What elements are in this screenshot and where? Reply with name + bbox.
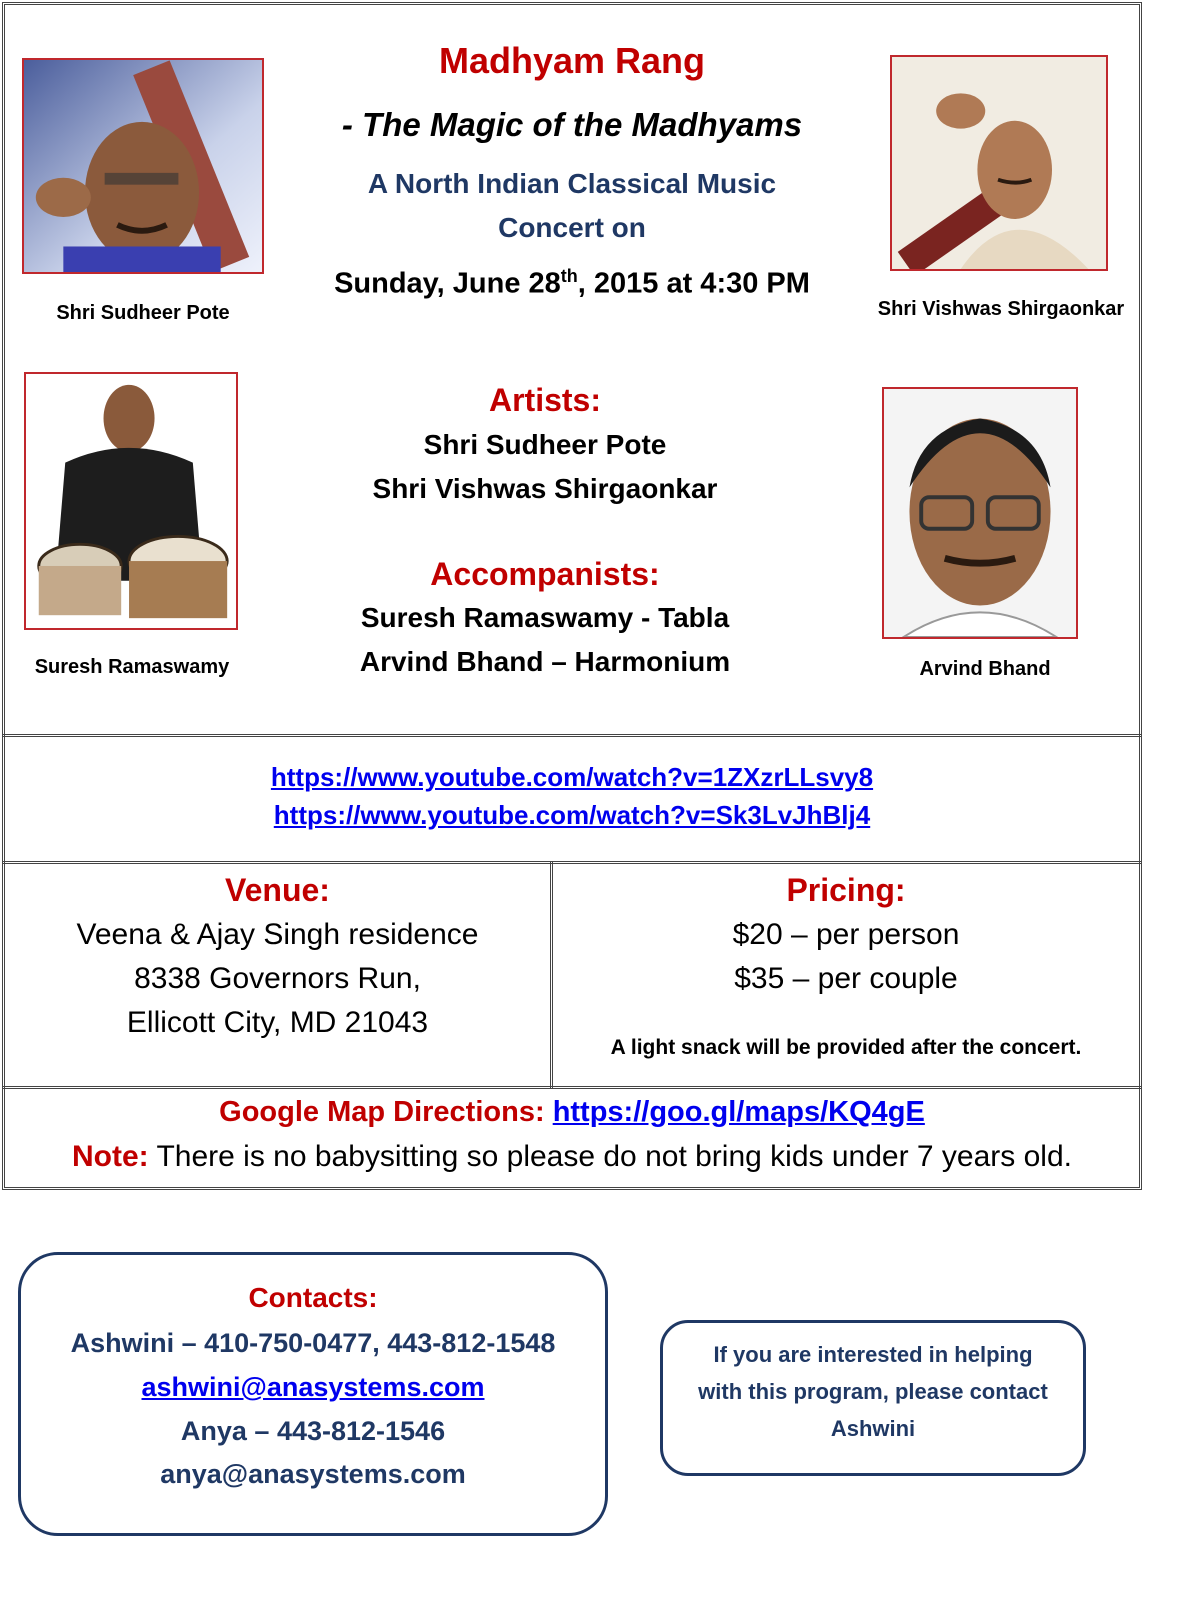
divider-venue	[2, 861, 1142, 864]
accompanist-1: Suresh Ramaswamy - Tabla	[360, 602, 730, 633]
page-title: Madhyam Rang	[438, 40, 706, 81]
pricing-heading: Pricing:	[786, 872, 906, 908]
venue-line-1: Veena & Ajay Singh residence	[76, 918, 479, 951]
note-label: Note:	[72, 1140, 149, 1173]
price-person: $20 – per person	[732, 918, 960, 951]
directions-row	[5, 1096, 1139, 1129]
concert-line-1: A North Indian Classical Music	[367, 168, 777, 199]
directions-label: Google Map Directions:	[219, 1096, 545, 1128]
accompanist-2: Arvind Bhand – Harmonium	[359, 646, 731, 677]
contact-anya-email: anya@anasystems.com	[160, 1459, 466, 1489]
note-text: There is no babysitting so please do not bring kids under 7 years old.	[156, 1140, 1072, 1173]
divider-directions	[2, 1086, 1142, 1089]
venue-line-2: 8338 Governors Run,	[134, 962, 421, 995]
photo-suresh-ramaswamy	[24, 372, 238, 630]
caption-arvind-bhand: Arvind Bhand	[919, 658, 1051, 680]
snack-note: A light snack will be provided after the concert.	[610, 1036, 1082, 1059]
date-prefix: Sunday, June 28	[334, 267, 561, 300]
youtube-link-1[interactable]: https://www.youtube.com/watch?v=1ZXzrLLsvy8	[270, 762, 874, 792]
page-subtitle: - The Magic of the Madhyams	[341, 106, 803, 143]
artists-heading: Artists:	[488, 382, 601, 418]
note-row	[5, 1140, 1139, 1174]
youtube-link-2[interactable]: https://www.youtube.com/watch?v=Sk3LvJhBlj4	[273, 800, 871, 830]
venue-line-3: Ellicott City, MD 21043	[126, 1006, 429, 1039]
date-suffix: , 2015 at 4:30 PM	[577, 267, 810, 300]
help-line-3: Ashwini	[830, 1416, 916, 1441]
caption-vishwas-shirgaonkar: Shri Vishwas Shirgaonkar	[877, 298, 1125, 320]
help-line-2: with this program, please contact	[698, 1379, 1048, 1404]
concert-date	[280, 266, 864, 301]
caption-suresh-ramaswamy: Suresh Ramaswamy	[34, 656, 230, 678]
price-couple: $35 – per couple	[734, 962, 958, 995]
photo-arvind-bhand	[882, 387, 1078, 639]
artist-1: Shri Sudheer Pote	[423, 429, 667, 460]
date-sup: th	[560, 266, 578, 286]
artist-2: Shri Vishwas Shirgaonkar	[372, 473, 718, 504]
photo-sudheer-pote	[22, 58, 264, 274]
venue-heading: Venue:	[225, 872, 330, 908]
map-link[interactable]: https://goo.gl/maps/KQ4gE	[552, 1096, 925, 1128]
concert-line-2: Concert on	[498, 212, 646, 243]
contact-anya-phone: Anya – 443-812-1546	[180, 1416, 446, 1446]
photo-vishwas-shirgaonkar	[890, 55, 1108, 271]
caption-sudheer-pote: Shri Sudheer Pote	[56, 302, 230, 324]
contacts-heading: Contacts:	[248, 1282, 378, 1313]
help-line-1: If you are interested in helping	[713, 1342, 1033, 1367]
contact-ashwini-email[interactable]: ashwini@anasystems.com	[141, 1372, 485, 1402]
divider-links	[2, 734, 1142, 737]
accompanists-heading: Accompanists:	[430, 556, 660, 592]
contact-ashwini-phone: Ashwini – 410-750-0477, 443-812-1548	[70, 1328, 556, 1358]
